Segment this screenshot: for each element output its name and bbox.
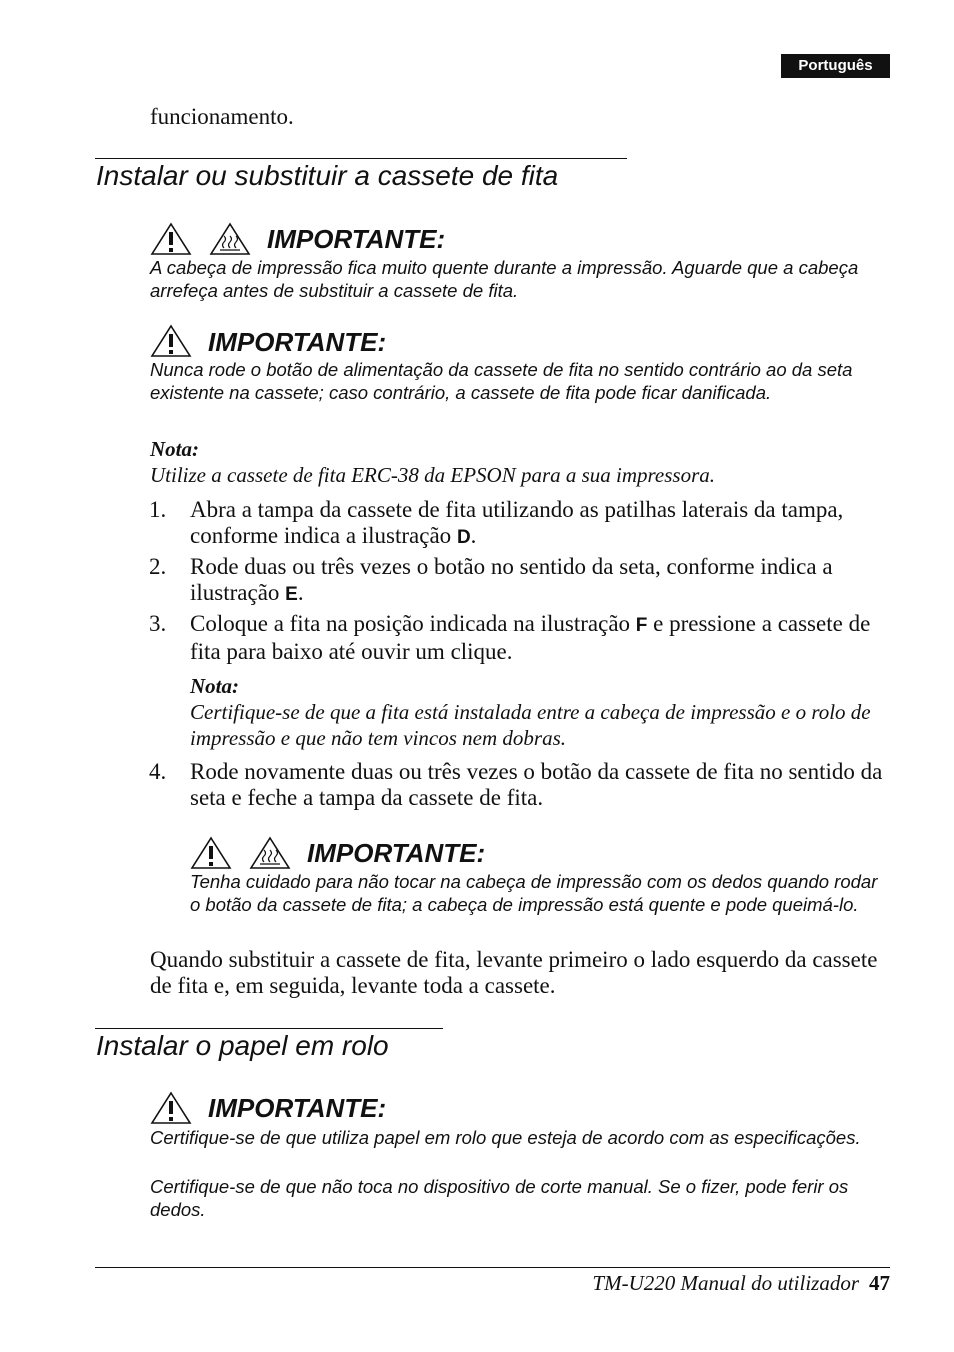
- section-title: Instalar ou substituir a cassete de fita: [96, 160, 559, 191]
- illustration-ref: F: [635, 615, 648, 636]
- step-text: Coloque a fita na posição indicada na ilustração F e pressione a cassete de fita para baixo até ouvir um clique.: [190, 611, 871, 664]
- warning-triangle-icon: [150, 1091, 192, 1125]
- warning-triangle-icon: [150, 324, 192, 358]
- important-text: Certifique-se de que não toca no dispositivo de corte manual. Se o fizer, pode ferir os dedos.: [150, 1176, 849, 1220]
- page-number: 47: [869, 1271, 890, 1295]
- hot-surface-icon: [249, 836, 291, 870]
- important-heading: IMPORTANTE:: [208, 327, 387, 357]
- note-text: Certifique-se de que a fita está instalada entre a cabeça de impressão e o rolo de impressão e que não tem vincos nem dobras.: [190, 700, 871, 750]
- important-text: Nunca rode o botão de alimentação da cassete de fita no sentido contrário ao da seta existente na cassete; caso contrário, a cassete de fita pode ficar danificada.: [150, 359, 853, 403]
- hot-surface-icon: [209, 222, 251, 256]
- manual-title: TM-U220 Manual do utilizador: [592, 1271, 859, 1295]
- warning-triangle-icon: [190, 836, 232, 870]
- step-number: 1.: [149, 497, 167, 522]
- step-number: 4.: [149, 759, 167, 784]
- note-heading: Nota:: [190, 674, 239, 698]
- step-text: Rode novamente duas ou três vezes o botão da cassete de fita no sentido da seta e feche a tampa da cassete de fita.: [190, 759, 883, 810]
- illustration-ref: E: [285, 584, 298, 605]
- warning-triangle-icon: [150, 222, 192, 256]
- step-number: 3.: [149, 611, 167, 636]
- note-text: Utilize a cassete de fita ERC-38 da EPSON para a sua impressora.: [150, 463, 716, 487]
- illustration-ref: D: [456, 527, 471, 548]
- important-text: Certifique-se de que utiliza papel em rolo que esteja de acordo com as especificações.: [150, 1127, 861, 1148]
- closing-paragraph: Quando substituir a cassete de fita, levante primeiro o lado esquerdo da cassete de fita e, em seguida, levante toda a cassete.: [150, 947, 878, 998]
- important-heading: IMPORTANTE:: [267, 224, 446, 254]
- section-title: Instalar o papel em rolo: [96, 1030, 389, 1061]
- section-rule: [95, 1028, 443, 1029]
- intro-text: funcionamento.: [150, 104, 294, 129]
- step-text: Abra a tampa da cassete de fita utilizando as patilhas laterais da tampa, conforme indica a ilustração D.: [190, 497, 844, 548]
- important-heading: IMPORTANTE:: [307, 838, 486, 868]
- important-heading: IMPORTANTE:: [208, 1093, 387, 1123]
- step-number: 2.: [149, 554, 167, 579]
- step-text: Rode duas ou três vezes o botão no sentido da seta, conforme indica a ilustração E.: [190, 554, 833, 605]
- important-text: Tenha cuidado para não tocar na cabeça de impressão com os dedos quando rodar o botão da cassete de fita; a cabeça de impressão está quente e pode queimá-lo.: [190, 871, 878, 915]
- footer-rule: [95, 1267, 890, 1268]
- footer: [592, 1271, 890, 1296]
- important-text: A cabeça de impressão fica muito quente durante a impressão. Aguarde que a cabeça arrefeça antes de substituir a cassete de fita.: [150, 257, 859, 301]
- section-rule: [95, 158, 627, 159]
- note-heading: Nota:: [150, 437, 199, 461]
- language-tab: Português: [781, 54, 890, 78]
